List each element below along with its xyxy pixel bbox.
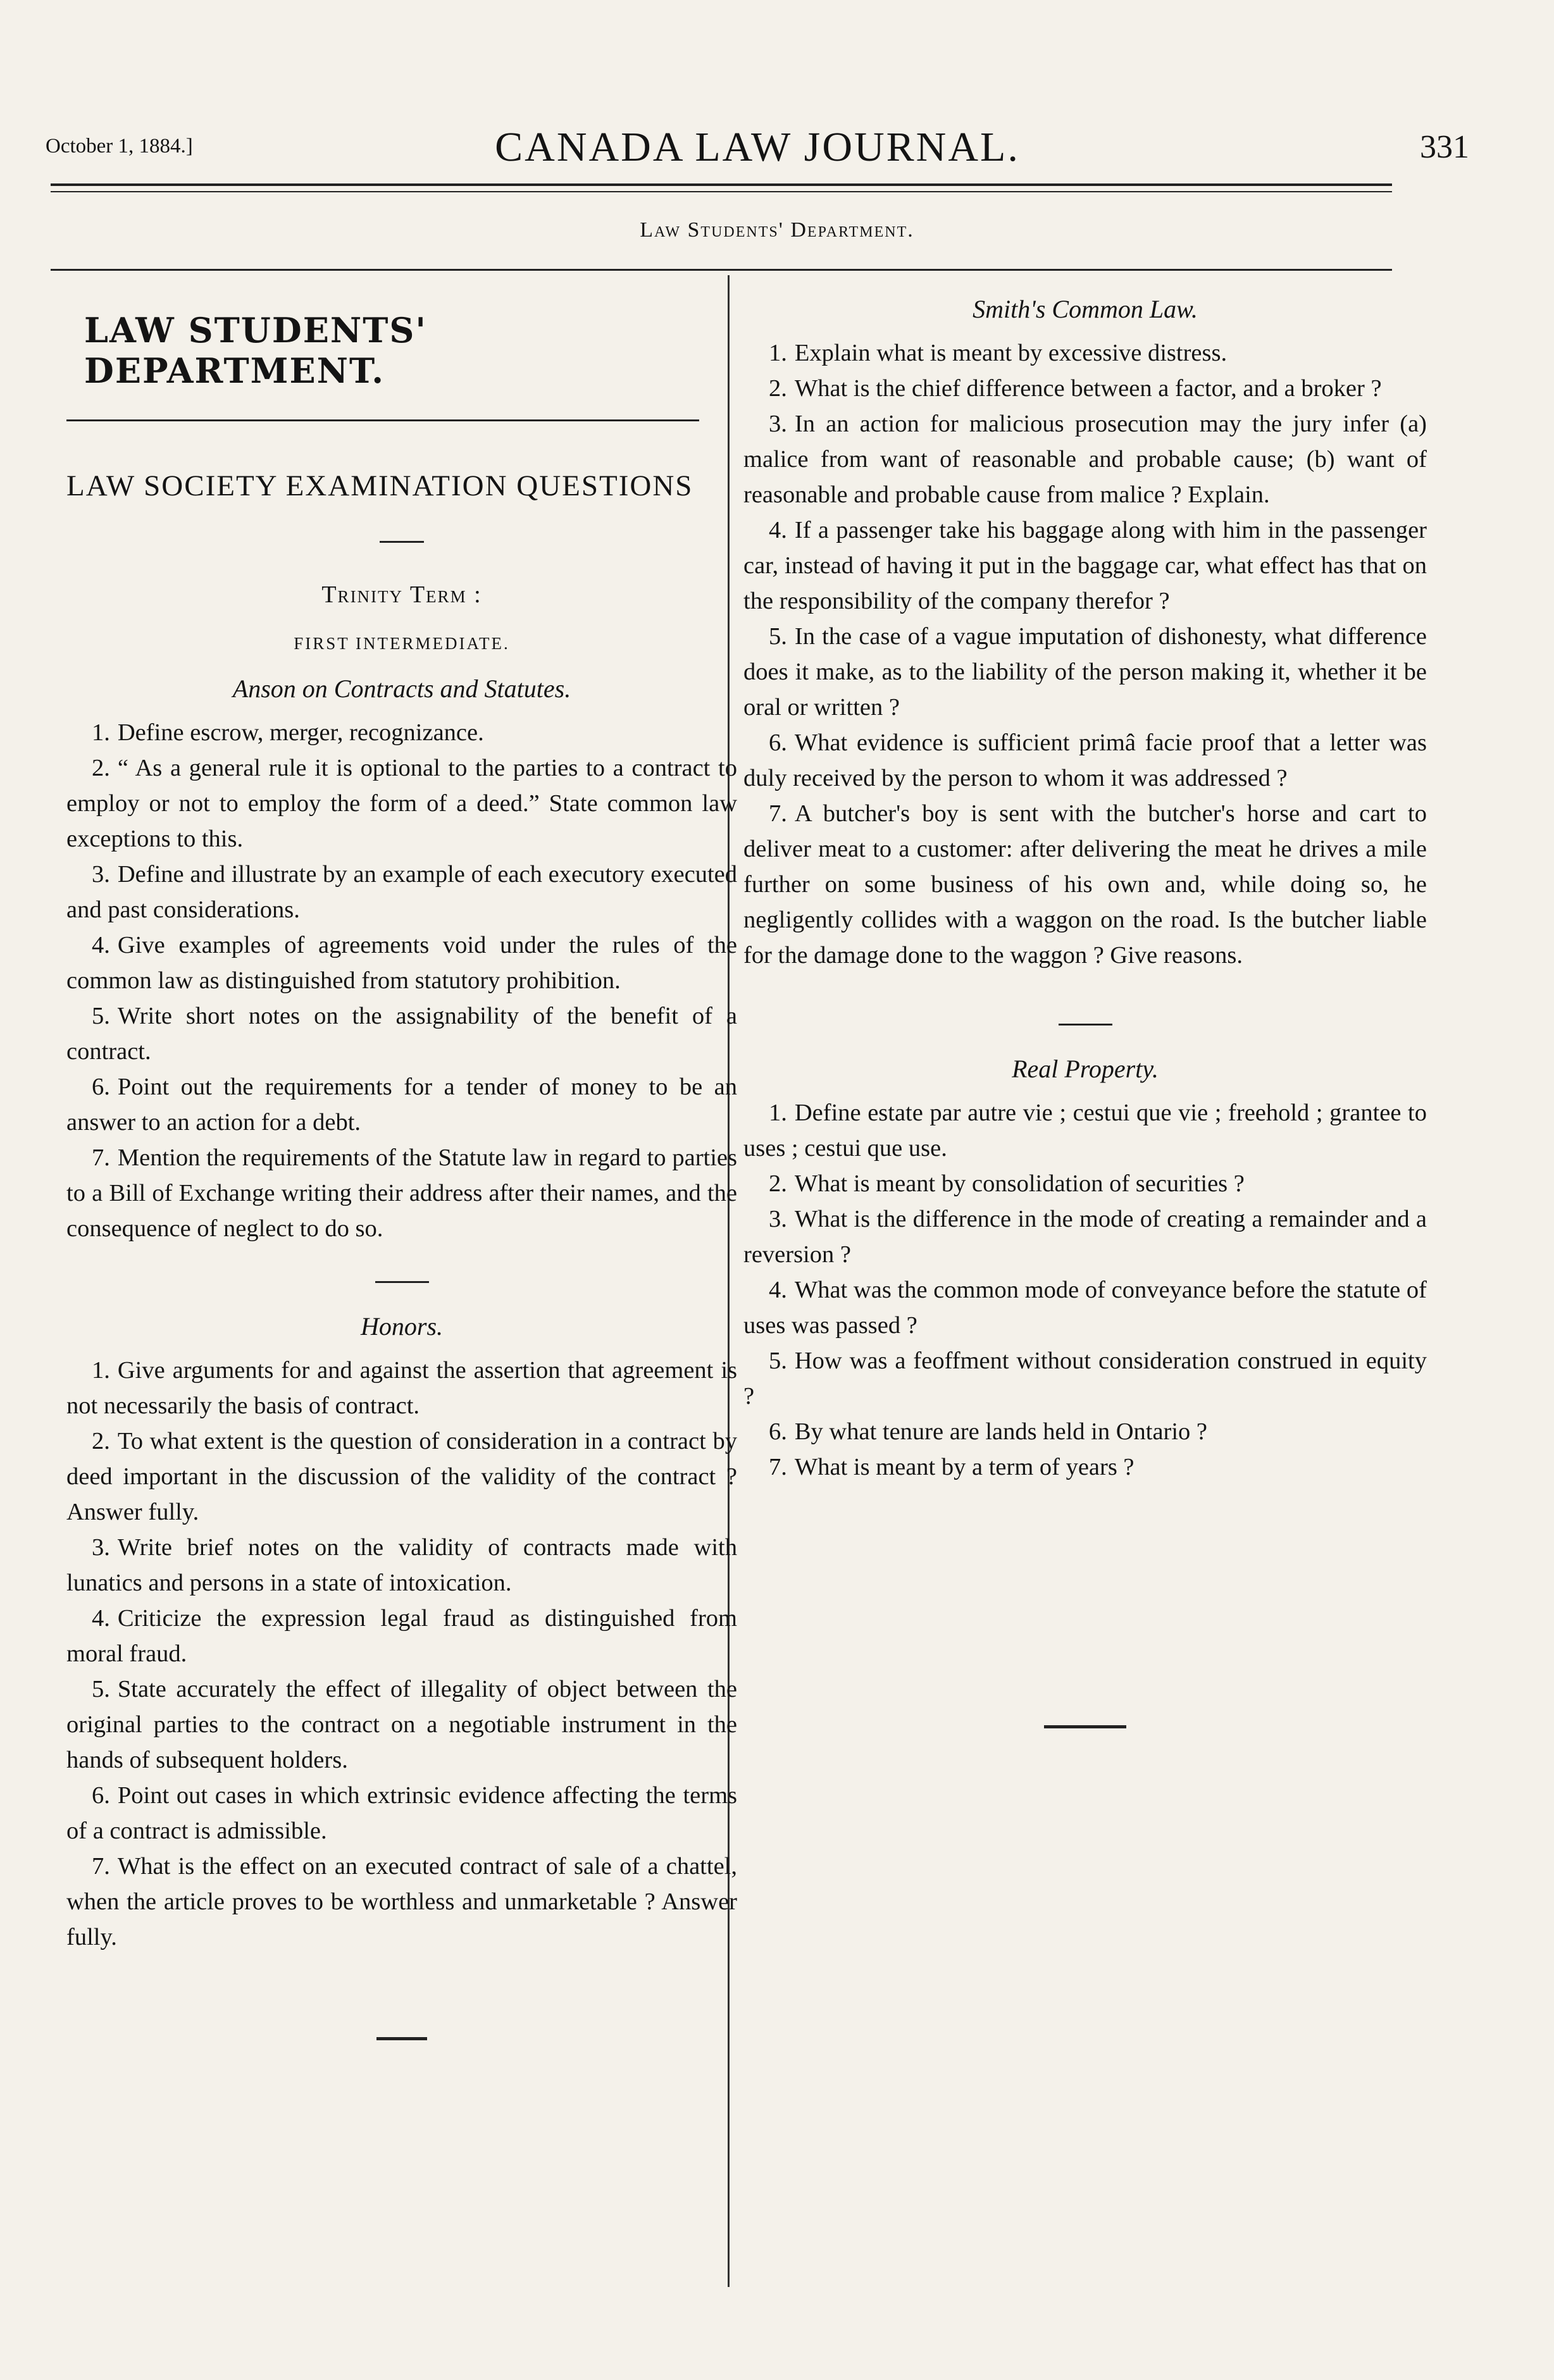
question-number: 6. [92, 1782, 110, 1809]
question-text: Point out cases in which extrinsic evidence affecting the terms of a contract is admissible. [66, 1782, 737, 1844]
question-text: Give arguments for and against the assertion that agreement is not necessarily the basis of contract. [66, 1357, 737, 1419]
question-text: Criticize the expression legal fraud as distinguished from moral fraud. [66, 1605, 737, 1667]
question-number: 5. [92, 1676, 110, 1702]
sub-term-heading: FIRST INTERMEDIATE. [294, 634, 510, 653]
section-heading-smith: Smith's Common Law. [973, 295, 1198, 323]
question-number: 7. [92, 1853, 110, 1880]
page-number: 331 [1420, 129, 1469, 165]
question-number: 1. [92, 1357, 110, 1384]
question-item [66, 1423, 737, 1530]
question-item [743, 512, 1427, 619]
question-number: 1. [92, 719, 110, 746]
question-item [743, 406, 1427, 512]
department-running-head: Law Students' Department. [640, 218, 914, 242]
question-number: 6. [769, 1418, 787, 1445]
header-double-rule [51, 183, 1392, 192]
question-text: What was the common mode of conveyance before the statute of uses was passed ? [743, 1277, 1427, 1339]
question-text: What is the chief difference between a factor, and a broker ? [794, 375, 1382, 402]
question-text: State accurately the effect of illegality of object between the original parties to the contract on a negotiable instrument in the hands of subsequent holders. [66, 1676, 737, 1773]
question-text: What is meant by consolidation of securities ? [794, 1170, 1245, 1197]
question-text: A butcher's boy is sent with the butcher's horse and cart to deliver meat to a customer: after delivering the meat he drives a mile further on some business of his own and, while doing so, he negligently collides with a waggon on the road. Is the butcher liable for the damage done to the waggon ? Give reasons. [743, 800, 1427, 969]
question-number: 6. [92, 1074, 110, 1100]
question-number: 5. [92, 1003, 110, 1029]
question-number: 2. [92, 755, 110, 781]
question-item [743, 619, 1427, 725]
question-text: How was a feoffment without consideration construed in equity ? [743, 1348, 1427, 1410]
question-text: Write brief notes on the validity of contracts made with lunatics and persons in a state of intoxication. [66, 1534, 737, 1596]
question-text: What is meant by a term of years ? [794, 1454, 1134, 1480]
question-text: “ As a general rule it is optional to the parties to a contract to employ or not to employ the form of a deed.” State common law exceptions to this. [66, 755, 737, 852]
question-item [66, 1530, 737, 1601]
question-item [743, 1095, 1427, 1166]
term-heading: Trinity Term : [321, 581, 482, 608]
question-list-anson [66, 715, 737, 1246]
question-number: 7. [92, 1144, 110, 1171]
question-list-real-property [743, 1095, 1427, 1485]
question-text: In an action for malicious prosecution may the jury infer (a) malice from want of reasonable and probable cause; (b) want of reasonable and probable cause from malice ? Explain. [743, 411, 1427, 508]
question-number: 4. [769, 517, 787, 543]
question-text: Define estate par autre vie ; cestui que vie ; freehold ; grantee to uses ; cestui que use. [743, 1100, 1427, 1162]
question-item [743, 371, 1427, 406]
section-heading-real-property: Real Property. [1012, 1055, 1159, 1083]
question-item [743, 725, 1427, 796]
question-number: 3. [769, 1206, 787, 1232]
question-number: 1. [769, 1100, 787, 1126]
end-rule [376, 2037, 427, 2040]
question-item [66, 1849, 737, 1955]
question-number: 7. [769, 1454, 787, 1480]
question-item [66, 715, 737, 750]
right-column [743, 288, 1427, 1728]
question-item [66, 750, 737, 857]
question-text: Point out the requirements for a tender of money to be an answer to an action for a debt. [66, 1074, 737, 1136]
question-list-smith [743, 335, 1427, 973]
question-number: 2. [92, 1428, 110, 1454]
question-item [743, 1166, 1427, 1201]
question-number: 7. [769, 800, 787, 827]
question-item [743, 1449, 1427, 1485]
question-item [66, 1778, 737, 1849]
question-number: 5. [769, 623, 787, 650]
question-item [66, 1140, 737, 1246]
question-item [66, 1353, 737, 1423]
question-text: To what extent is the question of consideration in a contract by deed important in the discussion of the validity of the contract ? Answer fully. [66, 1428, 737, 1525]
question-item [66, 1671, 737, 1778]
question-text: Mention the requirements of the Statute law in regard to parties to a Bill of Exchange writing their address after their names, and the consequence of neglect to do so. [66, 1144, 737, 1242]
left-column [66, 297, 737, 2040]
running-head [46, 123, 1469, 180]
question-item [66, 927, 737, 998]
question-item [743, 1414, 1427, 1449]
question-item [66, 1601, 737, 1671]
section-divider [1059, 1024, 1112, 1026]
question-item [743, 1201, 1427, 1272]
question-number: 1. [769, 340, 787, 366]
question-text: Define and illustrate by an example of each executory executed and past considerations. [66, 861, 737, 923]
question-item [743, 335, 1427, 371]
question-number: 3. [769, 411, 787, 437]
section-heading-honors: Honors. [360, 1312, 444, 1341]
question-item [66, 857, 737, 927]
question-text: What is the effect on an executed contract of sale of a chattel, when the article proves to be worthless and unmarketable ? Answer fully. [66, 1853, 737, 1950]
title-rule [66, 419, 699, 421]
question-list-honors [66, 1353, 737, 1955]
section-heading-anson: Anson on Contracts and Statutes. [232, 674, 571, 703]
question-number: 2. [769, 1170, 787, 1197]
question-text: In the case of a vague imputation of dishonesty, what difference does it make, as to the liability of the person making it, whether it be oral or written ? [743, 623, 1427, 721]
end-rule [1044, 1725, 1126, 1728]
question-text: Write short notes on the assignability of the benefit of a contract. [66, 1003, 737, 1065]
journal-title: CANADA LAW JOURNAL. [495, 124, 1020, 170]
question-number: 2. [769, 375, 787, 402]
question-number: 4. [769, 1277, 787, 1303]
question-item [743, 796, 1427, 973]
department-title: LAW STUDENTS' DEPARTMENT. [84, 310, 427, 391]
question-number: 4. [92, 932, 110, 958]
question-number: 3. [92, 1534, 110, 1561]
question-item [743, 1343, 1427, 1414]
question-text: What is the difference in the mode of creating a remainder and a reversion ? [743, 1206, 1427, 1268]
question-number: 3. [92, 861, 110, 888]
question-item [743, 1272, 1427, 1343]
question-number: 6. [769, 729, 787, 756]
question-text: Define escrow, merger, recognizance. [117, 719, 484, 746]
question-text: If a passenger take his baggage along with him in the passenger car, instead of having it put in the baggage car, what effect has that on the responsibility of the company therefor ? [743, 517, 1427, 614]
question-number: 4. [92, 1605, 110, 1632]
question-item [66, 1069, 737, 1140]
question-text: What evidence is sufficient primâ facie proof that a letter was duly received by the person to whom it was addressed ? [743, 729, 1427, 791]
exam-title: LAW SOCIETY EXAMINATION QUESTIONS [66, 469, 693, 502]
section-divider [375, 1281, 429, 1283]
question-text: By what tenure are lands held in Ontario ? [794, 1418, 1208, 1445]
question-number: 5. [769, 1348, 787, 1374]
question-text: Give examples of agreements void under the rules of the common law as distinguished from statutory prohibition. [66, 932, 737, 994]
question-text: Explain what is meant by excessive distress. [794, 340, 1228, 366]
header-rule [51, 269, 1392, 271]
issue-date: October 1, 1884.] [46, 135, 193, 158]
section-divider [380, 541, 424, 543]
question-item [66, 998, 737, 1069]
